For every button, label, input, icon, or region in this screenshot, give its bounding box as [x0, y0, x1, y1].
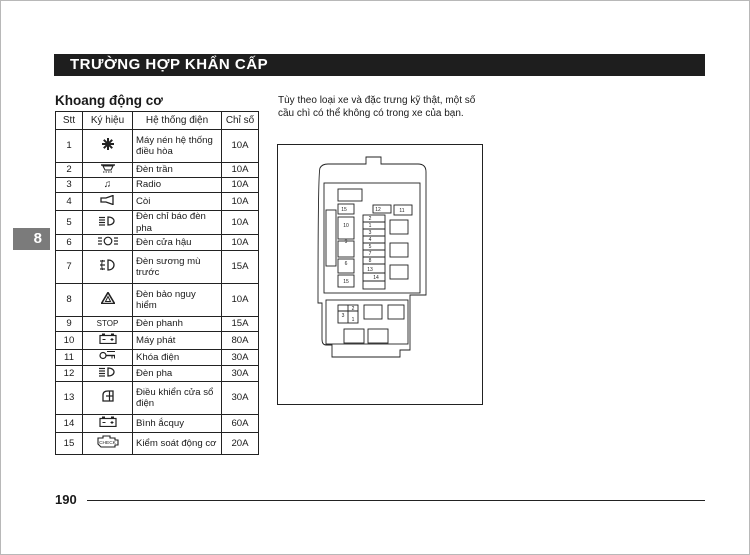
fuse-table [55, 111, 259, 455]
row-rating: 30A [222, 382, 259, 415]
diagram-label: 2 [368, 216, 372, 222]
row-rating: 10A [222, 163, 259, 178]
battery-icon [83, 332, 133, 350]
col-header-symbol: Ký hiệu [83, 112, 133, 130]
diagram-label: 3 [341, 313, 345, 319]
stop-label: STOP [83, 317, 133, 332]
row-system: Radio [133, 178, 222, 193]
table-row [56, 350, 259, 366]
footer-divider [87, 500, 705, 501]
row-system: Khóa điện [133, 350, 222, 366]
row-rating: 10A [222, 178, 259, 193]
diagram-label: 7 [368, 251, 372, 257]
hazard-icon [83, 284, 133, 317]
row-system: Đèn sương mù trước [133, 251, 222, 284]
transmission-icon [83, 382, 133, 415]
diagram-label: 6 [344, 261, 348, 267]
diagram-label: 11 [399, 208, 405, 214]
music-note-icon: ♫ [83, 178, 133, 193]
section-banner: TRƯỜNG HỢP KHẨN CẤP [54, 54, 705, 76]
row-system: Đèn chỉ báo đèn pha [133, 211, 222, 235]
diagram-label: 8 [368, 258, 372, 264]
table-row [56, 211, 259, 235]
table-row [56, 235, 259, 251]
section-title: Khoang động cơ [55, 93, 163, 108]
fuse-box-diagram [277, 144, 483, 405]
table-row [56, 193, 259, 211]
row-rating: 80A [222, 332, 259, 350]
battery-icon [83, 415, 133, 433]
diagram-label: 2 [351, 306, 355, 312]
chapter-tab[interactable]: 8 [13, 228, 50, 250]
col-header-rating: Chỉ số [222, 112, 259, 130]
row-no: 14 [56, 415, 83, 433]
row-system: Đèn cửa hậu [133, 235, 222, 251]
row-no: 8 [56, 284, 83, 317]
fuse-box-drawing [278, 145, 482, 404]
headlight-icon [83, 211, 133, 235]
row-no: 7 [56, 251, 83, 284]
table-row [56, 163, 259, 178]
row-system: Đèn bảo nguy hiểm [133, 284, 222, 317]
row-no: 2 [56, 163, 83, 178]
row-system: Máy phát [133, 332, 222, 350]
row-rating: 30A [222, 350, 259, 366]
table-header-row [56, 112, 259, 130]
svg-text:CHECK: CHECK [98, 441, 116, 447]
diagram-label: 1 [368, 223, 372, 229]
check-engine-icon [83, 433, 133, 455]
row-system: Điều khiển cửa sổ điện [133, 382, 222, 415]
diagram-label: 4 [368, 237, 372, 243]
diagram-label: 15 [341, 207, 347, 213]
table-row [56, 317, 259, 332]
row-rating: 30A [222, 366, 259, 382]
ac-fan-icon [83, 130, 133, 163]
row-rating: 60A [222, 415, 259, 433]
row-rating: 15A [222, 317, 259, 332]
row-system: Đèn phanh [133, 317, 222, 332]
row-no: 9 [56, 317, 83, 332]
table-row [56, 332, 259, 350]
row-system: Kiểm soát động cơ [133, 433, 222, 455]
table-row [56, 251, 259, 284]
diagram-label: 12 [375, 207, 381, 213]
row-no: 12 [56, 366, 83, 382]
diagram-label: 10 [343, 223, 349, 229]
row-rating: 10A [222, 284, 259, 317]
page-number: 190 [55, 492, 77, 507]
row-system: Đèn trần [133, 163, 222, 178]
row-system: Máy nén hệ thống điều hòa [133, 130, 222, 163]
row-rating: 20A [222, 433, 259, 455]
table-row [56, 178, 259, 193]
row-system: Đèn pha [133, 366, 222, 382]
col-header-no: Stt [56, 112, 83, 130]
row-no: 10 [56, 332, 83, 350]
diagram-label: 14 [373, 275, 379, 281]
diagram-label: 13 [367, 267, 373, 273]
row-no: 1 [56, 130, 83, 163]
diagram-label: 1 [351, 317, 355, 323]
diagram-label: 5 [368, 244, 372, 250]
row-rating: 10A [222, 130, 259, 163]
row-rating: 10A [222, 235, 259, 251]
diagram-label: 15 [343, 279, 349, 285]
row-no: 11 [56, 350, 83, 366]
row-system: Bình ắcquy [133, 415, 222, 433]
ignition-key-icon [83, 350, 133, 366]
row-no: 3 [56, 178, 83, 193]
row-no: 13 [56, 382, 83, 415]
table-row [56, 130, 259, 163]
row-no: 4 [56, 193, 83, 211]
row-system: Còi [133, 193, 222, 211]
diagram-label: 9 [344, 239, 348, 245]
headlight-icon [83, 366, 133, 382]
dome-light-icon [83, 163, 133, 178]
row-rating: 15A [222, 251, 259, 284]
col-header-system: Hệ thống điện [133, 112, 222, 130]
table-row [56, 433, 259, 455]
row-no: 5 [56, 211, 83, 235]
diagram-label: 3 [368, 230, 372, 236]
fuse-availability-note: Tùy theo loại xe và đặc trưng kỹ thật, một số cầu chì có thể không có trong xe của bạn. [278, 95, 476, 120]
table-row [56, 284, 259, 317]
tail-light-icon [83, 235, 133, 251]
horn-icon [83, 193, 133, 211]
row-rating: 10A [222, 211, 259, 235]
row-no: 15 [56, 433, 83, 455]
table-row [56, 382, 259, 415]
row-rating: 10A [222, 193, 259, 211]
row-no: 6 [56, 235, 83, 251]
table-row [56, 366, 259, 382]
fog-light-icon [83, 251, 133, 284]
table-row [56, 415, 259, 433]
